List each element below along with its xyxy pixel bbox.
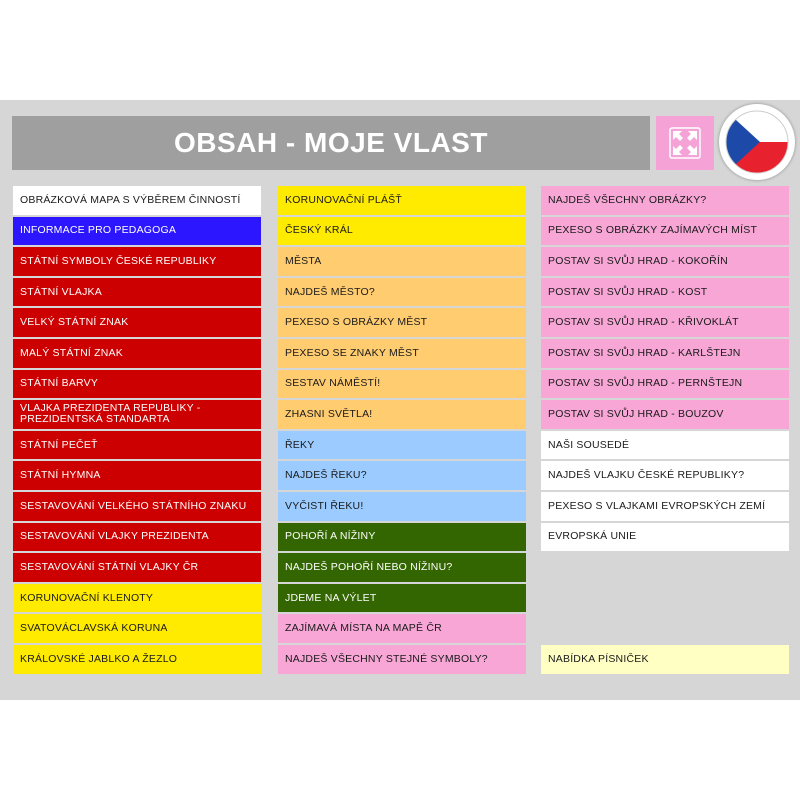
menu-item[interactable]: POSTAV SI SVŮJ HRAD - KOST (541, 278, 789, 307)
menu-item[interactable]: KRÁLOVSKÉ JABLKO A ŽEZLO (13, 645, 261, 674)
menu-item[interactable]: STÁTNÍ VLAJKA (13, 278, 261, 307)
menu-item[interactable]: KORUNOVAČNÍ PLÁŠŤ (278, 186, 526, 215)
menu-item[interactable]: ČESKÝ KRÁL (278, 217, 526, 246)
czech-flag-icon (724, 109, 790, 175)
flag-badge[interactable] (719, 104, 795, 180)
menu-item[interactable]: PEXESO S OBRÁZKY MĚST (278, 308, 526, 337)
menu-item[interactable]: NABÍDKA PÍSNIČEK (541, 645, 789, 674)
menu-item[interactable]: OBRÁZKOVÁ MAPA S VÝBĚREM ČINNOSTÍ (13, 186, 261, 215)
fullscreen-button[interactable] (656, 116, 714, 170)
menu-item[interactable]: NAJDEŠ ŘEKU? (278, 461, 526, 490)
menu-item[interactable]: VLAJKA PREZIDENTA REPUBLIKY - PREZIDENTSKÁ STANDARTA (13, 400, 261, 429)
menu-item[interactable]: MĚSTA (278, 247, 526, 276)
menu-item[interactable]: SVATOVÁCLAVSKÁ KORUNA (13, 614, 261, 643)
menu-item[interactable]: VELKÝ STÁTNÍ ZNAK (13, 308, 261, 337)
menu-item[interactable]: NAJDEŠ VLAJKU ČESKÉ REPUBLIKY? (541, 461, 789, 490)
menu-item[interactable]: STÁTNÍ HYMNA (13, 461, 261, 490)
menu-item[interactable]: PEXESO SE ZNAKY MĚST (278, 339, 526, 368)
menu-item[interactable]: NAJDEŠ MĚSTO? (278, 278, 526, 307)
menu-item[interactable]: INFORMACE PRO PEDAGOGA (13, 217, 261, 246)
menu-item[interactable]: POHOŘÍ A NÍŽINY (278, 523, 526, 552)
menu-item[interactable]: PEXESO S VLAJKAMI EVROPSKÝCH ZEMÍ (541, 492, 789, 521)
menu-item[interactable]: STÁTNÍ PEČEŤ (13, 431, 261, 460)
menu-item[interactable]: NAJDEŠ POHOŘÍ NEBO NÍŽINU? (278, 553, 526, 582)
page-title (12, 116, 650, 170)
menu-item[interactable]: ZAJÍMAVÁ MÍSTA NA MAPĚ ČR (278, 614, 526, 643)
menu-item[interactable]: ZHASNI SVĚTLA! (278, 400, 526, 429)
menu-item[interactable]: JDEME NA VÝLET (278, 584, 526, 613)
menu-item[interactable]: ŘEKY (278, 431, 526, 460)
menu-item[interactable]: NAŠI SOUSEDÉ (541, 431, 789, 460)
menu-item[interactable]: KORUNOVAČNÍ KLENOTY (13, 584, 261, 613)
menu-item[interactable]: SESTAVOVÁNÍ VELKÉHO STÁTNÍHO ZNAKU (13, 492, 261, 521)
page-title-text: OBSAH - MOJE VLAST (174, 127, 488, 158)
menu-item[interactable]: SESTAVOVÁNÍ STÁTNÍ VLAJKY ČR (13, 553, 261, 582)
fullscreen-arrows-icon (668, 126, 702, 160)
menu-item[interactable]: STÁTNÍ BARVY (13, 370, 261, 399)
menu-item[interactable]: MALÝ STÁTNÍ ZNAK (13, 339, 261, 368)
menu-item[interactable]: EVROPSKÁ UNIE (541, 523, 789, 552)
menu-item[interactable]: NAJDEŠ VŠECHNY OBRÁZKY? (541, 186, 789, 215)
menu-item[interactable]: POSTAV SI SVŮJ HRAD - KOKOŘÍN (541, 247, 789, 276)
menu-item[interactable]: NAJDEŠ VŠECHNY STEJNÉ SYMBOLY? (278, 645, 526, 674)
menu-item[interactable]: POSTAV SI SVŮJ HRAD - KŘIVOKLÁT (541, 308, 789, 337)
menu-item[interactable]: STÁTNÍ SYMBOLY ČESKÉ REPUBLIKY (13, 247, 261, 276)
menu-item[interactable]: SESTAV NÁMĚSTÍ! (278, 370, 526, 399)
menu-item[interactable]: PEXESO S OBRÁZKY ZAJÍMAVÝCH MÍST (541, 217, 789, 246)
menu-item[interactable]: SESTAVOVÁNÍ VLAJKY PREZIDENTA (13, 523, 261, 552)
menu-item[interactable]: POSTAV SI SVŮJ HRAD - PERNŠTEJN (541, 370, 789, 399)
menu-item[interactable]: POSTAV SI SVŮJ HRAD - KARLŠTEJN (541, 339, 789, 368)
menu-item[interactable]: POSTAV SI SVŮJ HRAD - BOUZOV (541, 400, 789, 429)
menu-item[interactable]: VYČISTI ŘEKU! (278, 492, 526, 521)
